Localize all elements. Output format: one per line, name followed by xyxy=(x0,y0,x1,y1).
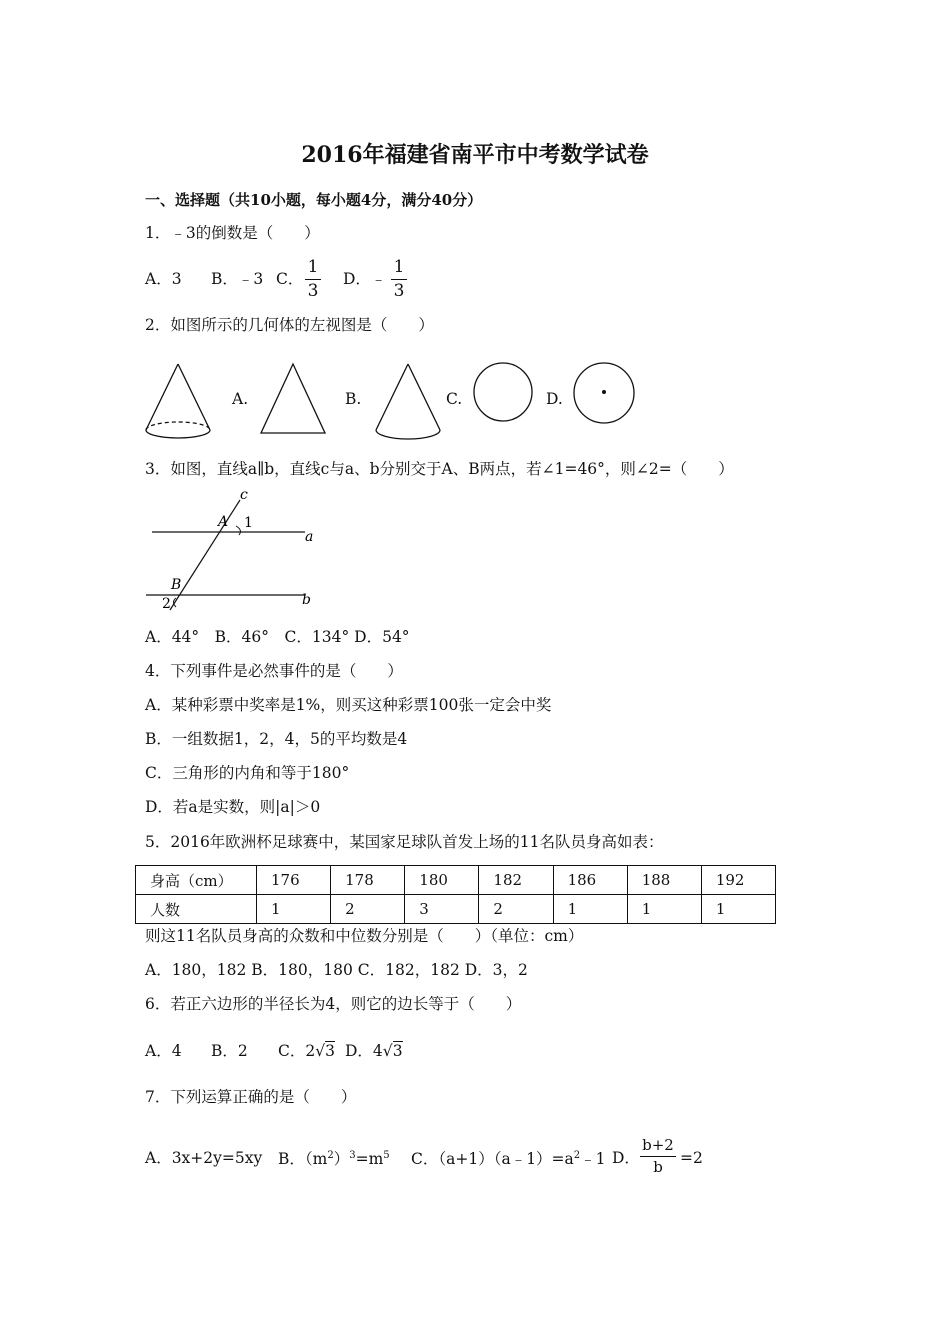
table-cell: 3 xyxy=(405,895,479,924)
q1-option-a: A．3 xyxy=(145,270,182,288)
q6-option-d xyxy=(345,1044,403,1060)
question-1-stem: 1．﹣3的倒数是（ ） xyxy=(145,224,320,242)
table-cell: 人数 xyxy=(136,895,257,924)
q1-option-c: C． xyxy=(276,270,304,288)
q1-fraction-c xyxy=(305,259,321,300)
section-heading: 一、选择题（共10小题，每小题4分，满分40分） xyxy=(145,191,483,209)
table-cell: 身高（cm） xyxy=(136,866,257,895)
height-table xyxy=(135,865,776,924)
q1-c-numerator: 1 xyxy=(307,257,319,277)
q7-d-numerator: b+2 xyxy=(642,1136,674,1154)
label-A: A xyxy=(218,514,229,530)
q7-option-d-label: D． xyxy=(612,1149,640,1167)
q3-parallel-lines-figure xyxy=(140,486,330,616)
q2-option-d: D. xyxy=(546,390,563,408)
q6-option-b: B．2 xyxy=(211,1042,248,1060)
question-6-stem: 6．若正六边形的半径长为4，则它的边长等于（ ） xyxy=(145,995,522,1013)
sqrt-icon: √ xyxy=(382,1042,393,1060)
page-title: 2016年福建省南平市中考数学试卷 xyxy=(301,142,649,168)
table-cell: 1 xyxy=(627,895,701,924)
question-5-stem: 5．2016年欧洲杯足球赛中，某国家足球队首发上场的11名队员身高如表： xyxy=(145,833,664,851)
sqrt-icon: √ xyxy=(315,1042,326,1060)
q1-option-b: B．﹣3 xyxy=(211,270,264,288)
q3-options: A．44° B．46° C．134° D．54° xyxy=(145,628,410,646)
q2-figures xyxy=(140,358,650,448)
label-b: b xyxy=(302,592,311,608)
q1-d-denominator: 3 xyxy=(393,281,405,301)
q7-option-a: A．3x+2y=5xy xyxy=(145,1149,263,1167)
option-d-circle-dot-figure xyxy=(574,363,634,423)
table-cell: 1 xyxy=(257,895,331,924)
q7-option-c: C．$(a+1)(a﹣1)=a^2﹣1$ xyxy=(411,1150,606,1169)
q2-option-c: C. xyxy=(446,390,463,408)
question-3-stem: 3．如图，直线a∥b，直线c与a、b分别交于A、B两点，若∠1=46°，则∠2=（ ） xyxy=(145,460,734,478)
q1-d-numerator: 1 xyxy=(393,257,405,277)
q4-option-b: B．一组数据1，2，4，5的平均数是4 xyxy=(145,730,408,748)
q5-followup: 则这11名队员身高的众数和中位数分别是（ ）（单位：cm） xyxy=(145,927,584,945)
q6-c-radicand: 3 xyxy=(325,1042,335,1060)
table-cell: 2 xyxy=(479,895,553,924)
table-cell: 178 xyxy=(331,866,405,895)
option-a-triangle-figure xyxy=(261,364,325,433)
table-cell: 186 xyxy=(553,866,627,895)
table-cell: 180 xyxy=(405,866,479,895)
table-cell: 182 xyxy=(479,866,553,895)
q6-d-prefix: D．4 xyxy=(345,1042,383,1060)
line-c xyxy=(170,500,240,610)
label-c: c xyxy=(240,487,248,503)
table-cell: 2 xyxy=(331,895,405,924)
angle-1-arc xyxy=(236,526,240,535)
q1-option-d: D．﹣ xyxy=(343,270,387,288)
q6-c-prefix: C．2 xyxy=(278,1042,316,1060)
q6-option-c xyxy=(278,1044,335,1060)
cone-solid-figure xyxy=(146,364,210,438)
q4-option-d: D．若a是实数，则|a|＞0 xyxy=(145,798,321,816)
q6-option-a: A．4 xyxy=(145,1042,182,1060)
q6-d-radicand: 3 xyxy=(392,1042,403,1060)
q2-option-a: A. xyxy=(232,390,249,408)
q7-fraction-d xyxy=(640,1138,676,1175)
question-4-stem: 4．下列事件是必然事件的是（ ） xyxy=(145,662,403,680)
label-a: a xyxy=(305,529,314,545)
table-cell: 1 xyxy=(553,895,627,924)
q2-option-b: B. xyxy=(345,390,362,408)
label-1: 1 xyxy=(244,515,253,531)
option-b-cone-figure xyxy=(376,364,440,439)
table-cell: 192 xyxy=(701,866,775,895)
q1-fraction-d xyxy=(391,259,407,300)
question-7-stem: 7．下列运算正确的是（ ） xyxy=(145,1088,357,1106)
label-2: 2 xyxy=(162,596,171,612)
table-row xyxy=(136,866,776,895)
table-row xyxy=(136,895,776,924)
q4-option-c: C．三角形的内角和等于180° xyxy=(145,764,350,782)
question-2-stem: 2．如图所示的几何体的左视图是（ ） xyxy=(145,316,434,334)
table-cell: 176 xyxy=(257,866,331,895)
q1-c-denominator: 3 xyxy=(307,281,319,301)
table-cell: 1 xyxy=(701,895,775,924)
q7-d-denominator: b xyxy=(653,1158,663,1176)
option-c-circle-figure xyxy=(474,363,532,421)
table-cell: 188 xyxy=(627,866,701,895)
q4-option-a: A．某种彩票中奖率是1%，则买这种彩票100张一定会中奖 xyxy=(145,696,552,714)
q7-option-b: B．$(m^2)^3=m^5$ xyxy=(278,1150,390,1169)
q7-option-d-result: =2 xyxy=(680,1149,703,1167)
label-B: B xyxy=(171,577,182,593)
q5-options: A．180，182 B．180，180 C．182，182 D．3，2 xyxy=(145,961,528,979)
